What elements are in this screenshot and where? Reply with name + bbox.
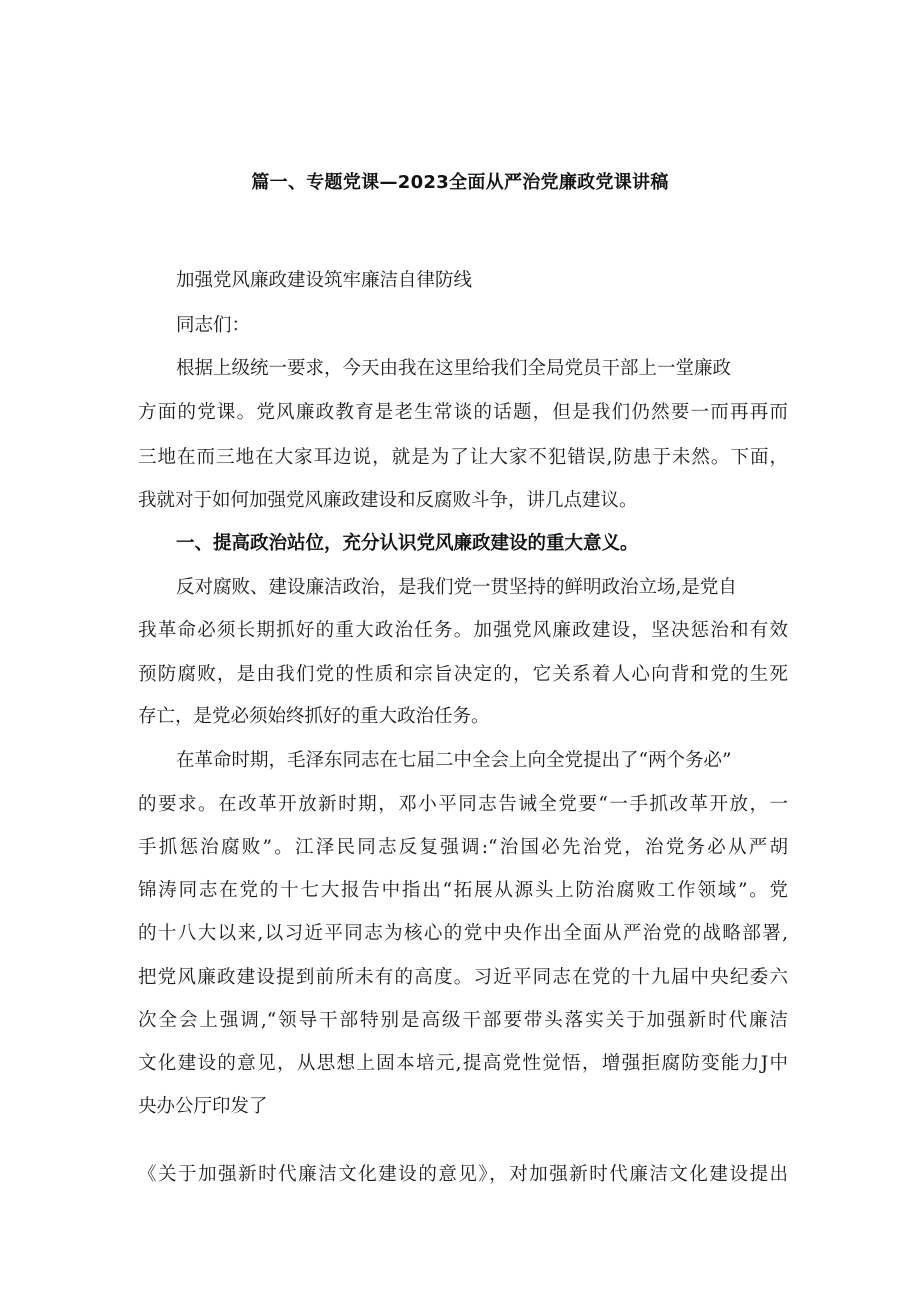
paragraph-3-line-3: 手抓惩治腐败”。江泽民同志反复强调:“治国必先治党，治党务必从严胡 (138, 837, 788, 858)
document-subtitle: 加强党风廉政建设筑牢廉洁自律防线 (176, 270, 473, 291)
section-heading-1: 一、提高政治站位，充分认识党风廉政建设的重大意义。 (176, 533, 639, 554)
paragraph-3-line-8: 文化建设的意见，从思想上固本培元,提高党性觉悟，增强拒腐防变能力J中 (138, 1053, 788, 1074)
paragraph-1-line-2: 方面的党课。党风廉政教育是老生常谈的话题，但是我们仍然要一而再再而 (138, 402, 788, 423)
paragraph-3-line-2: 的要求。在改革开放新时期，邓小平同志告诫全党要“一手抓改革开放，一 (138, 794, 788, 815)
paragraph-2-line-2: 我革命必须长期抓好的重大政治任务。加强党风廉政建设，坚决惩治和有效 (138, 620, 788, 641)
paragraph-3-line-6: 把党风廉政建设提到前所未有的高度。习近平同志在党的十九届中央纪委六 (138, 967, 788, 988)
paragraph-3-line-5: 的十八大以来,以习近平同志为核心的党中央作出全面从严治党的战略部署, (138, 923, 788, 944)
paragraph-4-line-1: 《关于加强新时代廉洁文化建设的意见》，对加强新时代廉洁文化建设提出 (138, 1164, 788, 1185)
paragraph-1-line-3: 三地在而三地在大家耳边说，就是为了让大家不犯错误,防患于未然。下面， (138, 447, 788, 468)
paragraph-3-line-9: 央办公厅印发了 (138, 1096, 268, 1117)
paragraph-2-line-3: 预防腐败，是由我们党的性质和宗旨决定的，它关系着人心向背和党的生死 (138, 664, 788, 685)
paragraph-3-line-4: 锦涛同志在党的十七大报告中指出“拓展从源头上防治腐败工作领域”。党 (138, 880, 788, 901)
paragraph-3-line-7: 次全会上强调,“领导干部特别是高级干部要带头落实关于加强新时代廉洁 (138, 1010, 788, 1031)
salutation: 同志们： (176, 315, 251, 336)
paragraph-1-line-4: 我就对于如何加强党风廉政建设和反腐败斗争，讲几点建议。 (138, 490, 638, 511)
paragraph-2-line-4: 存亡，是党必须始终抓好的重大政治任务。 (138, 706, 490, 727)
paragraph-1-line-1: 根据上级统一要求，今天由我在这里给我们全局党员干部上一堂廉政 (176, 358, 732, 379)
paragraph-3-line-1: 在革命时期，毛泽东同志在七届二中全会上向全党提出了“两个务必” (176, 750, 732, 771)
document-title: 篇一、专题党课—2023全面从严治党廉政党课讲稿 (251, 172, 669, 193)
paragraph-2-line-1: 反对腐败、建设廉洁政治，是我们党一贯坚持的鲜明政治立场,是党自 (176, 577, 737, 598)
